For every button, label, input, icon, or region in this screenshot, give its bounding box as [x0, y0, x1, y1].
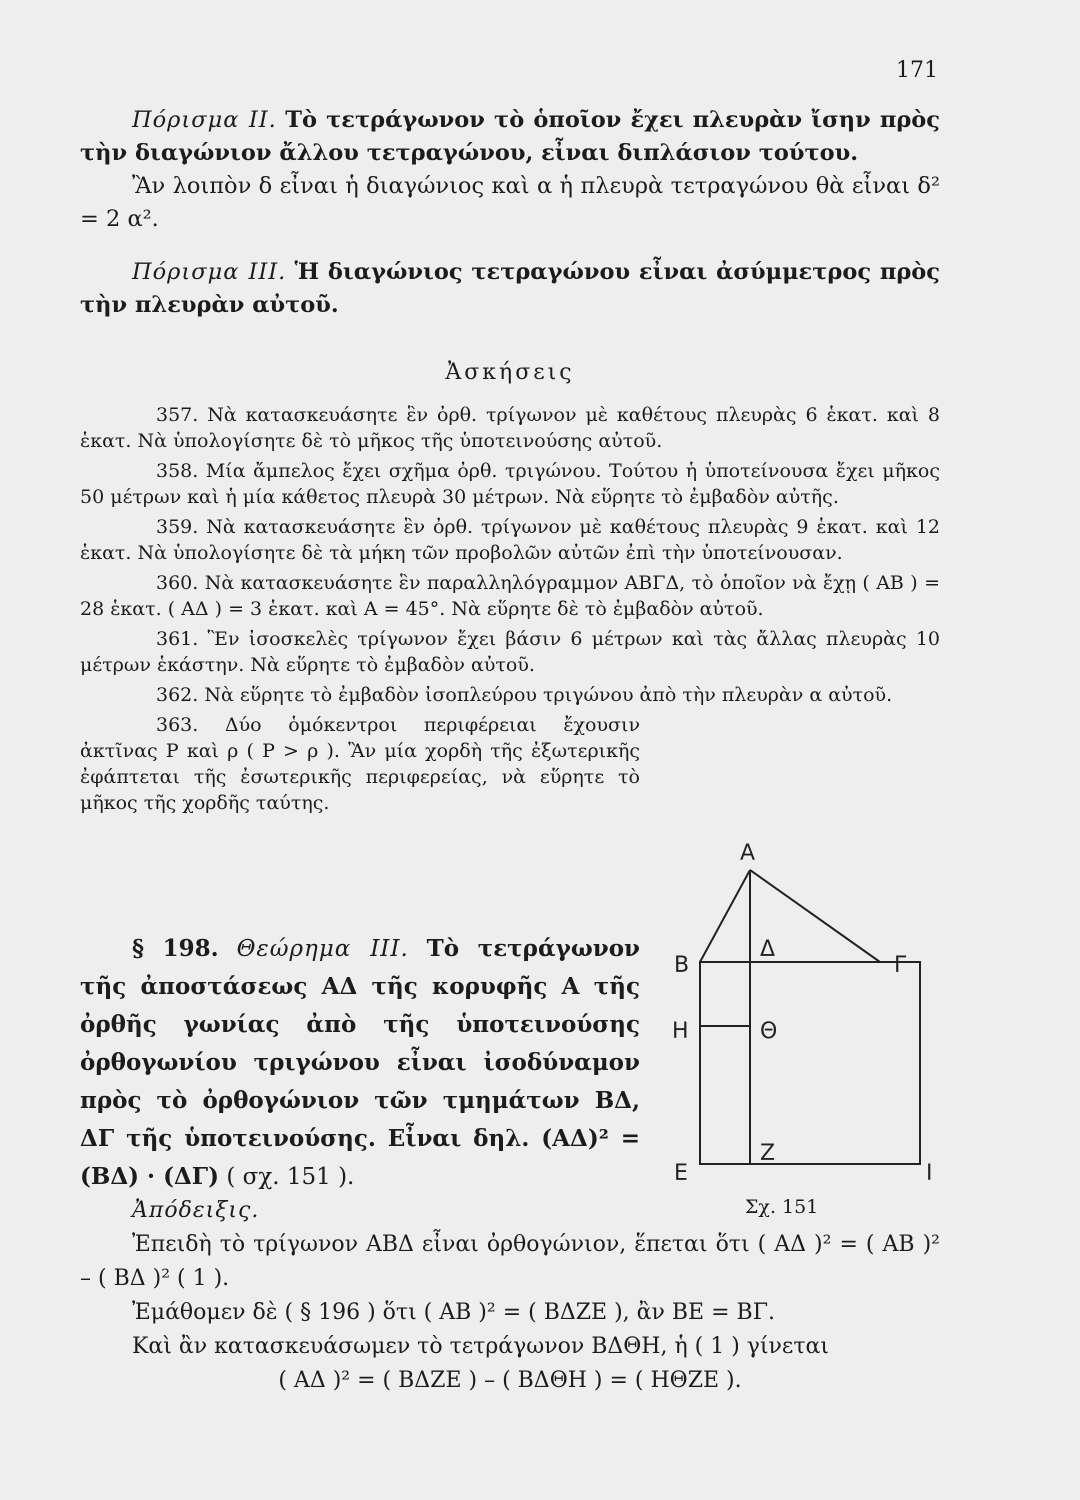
proof-line-1: Ἐπειδὴ τὸ τρίγωνον ΑΒΔ εἶναι ὀρθογώνιον, ἕπεται ὅτι ( ΑΔ )² = ( ΑΒ )² – ( ΒΔ )² ( 1 ). — [80, 1232, 940, 1291]
exercises-list — [80, 402, 940, 820]
porisma-2-text: Ἂν λοιπὸν δ εἶναι ἡ διαγώνιος καὶ α ἡ πλευρὰ τετραγώνου θὰ εἶναι δ² = 2 α². — [80, 173, 940, 232]
label-Z: Ζ — [760, 1141, 776, 1166]
label-E: Ε — [674, 1161, 688, 1186]
proof-label: Ἀπόδειξις. — [132, 1198, 260, 1223]
label-I: Ι — [926, 1161, 933, 1186]
square-BDZE — [700, 962, 920, 1164]
label-D: Δ — [760, 937, 776, 962]
exercise-359: 359. Νὰ κατασκευάσητε ἓν ὀρθ. τρίγωνον μὲ καθέτους πλευρὰς 9 ἑκατ. καὶ 12 ἑκατ. Νὰ ὑπολογίσητε δὲ τὰ μήκη τῶν προβολῶν αὐτῶν ἐπὶ τὴν ὑποτείνουσαν. — [80, 516, 940, 564]
label-TH: Θ — [760, 1019, 778, 1044]
exercise-362: 362. Νὰ εὕρητε τὸ ἐμβαδὸν ἰσοπλεύρου τριγώνου ἀπὸ τὴν πλευρὰν α αὐτοῦ. — [156, 684, 893, 706]
exercise-358: 358. Μία ἄμπελος ἔχει σχῆμα ὀρθ. τριγώνου. Τούτου ἡ ὑποτείνουσα ἔχει μῆκος 50 μέτρων καὶ ἡ μία κάθετος πλευρὰ 30 μέτρων. Νὰ εὕρητε τὸ ἐμβαδὸν αὐτῆς. — [80, 460, 940, 508]
figure-151 — [660, 830, 960, 1230]
exercise-363: 363. Δύο ὁμόκεντροι περιφέρειαι ἔχουσιν ἀκτῖνας Ρ καὶ ρ ( Ρ > ρ ). Ἂν μία χορδὴ τῆς ἐξωτερικῆς ἐφάπτεται τῆς ἐσωτερικῆς περιφερείας, νὰ εὕρητε τὸ μῆκος τῆς χορδῆς ταύτης. — [80, 714, 640, 814]
exercise-360: 360. Νὰ κατασκευάσητε ἓν παραλληλόγραμμον ΑΒΓΔ, τὸ ὁποῖον νὰ ἔχῃ ( ΑΒ ) = 28 ἑκατ. ( ΑΔ ) = 3 ἑκατ. καὶ Α = 45°. Νὰ εὕρητε δὲ τὸ ἐμβαδὸν αὐτοῦ. — [80, 572, 940, 620]
proof-line-3: Καὶ ἂν κατασκευάσωμεν τὸ τετράγωνον ΒΔΘΗ, ἡ ( 1 ) γίνεται — [132, 1334, 829, 1359]
theorem-figure-ref: ( σχ. 151 ). — [226, 1164, 355, 1190]
exercises-title: Ἀσκήσεις — [445, 360, 575, 385]
theorem-section: § 198. — [132, 935, 219, 962]
proof-equation: ( ΑΔ )² = ( ΒΔΖΕ ) – ( ΒΔΘΗ ) = ( ΗΘΖΕ ). — [278, 1368, 742, 1393]
label-B: Β — [674, 953, 690, 978]
label-A: Α — [740, 841, 756, 866]
porisma-2 — [80, 104, 940, 236]
theorem-label: Θεώρημα ΙΙΙ. — [236, 936, 409, 962]
porisma-2-label: Πόρισμα ΙΙ. — [132, 107, 277, 133]
label-G: Γ — [894, 953, 907, 978]
label-H: Η — [672, 1019, 689, 1044]
porisma-3-statement: Ἡ διαγώνιος τετραγώνου εἶναι ἀσύμμετρος πρὸς τὴν πλευρὰν αὐτοῦ. — [80, 259, 940, 318]
porisma-2-statement: Τὸ τετράγωνον τὸ ὁποῖον ἔχει πλευρὰν ἴσην πρὸς τὴν διαγώνιον ἄλλου τετραγώνου, εἶναι διπλάσιον τούτου. — [80, 107, 940, 166]
proof-line-2: Ἐμάθομεν δὲ ( § 196 ) ὅτι ( ΑΒ )² = ( ΒΔΖΕ ), ἂν ΒΕ = ΒΓ. — [132, 1300, 775, 1325]
porisma-3 — [80, 256, 940, 322]
porisma-3-label: Πόρισμα ΙΙΙ. — [132, 259, 287, 285]
segment-AB — [700, 870, 750, 962]
exercise-357: 357. Νὰ κατασκευάσητε ἓν ὀρθ. τρίγωνον μὲ καθέτους πλευρὰς 6 ἑκατ. καὶ 8 ἑκατ. Νὰ ὑπολογίσητε δὲ τὸ μῆκος τῆς ὑποτεινούσης αὐτοῦ. — [80, 404, 940, 452]
exercise-361: 361. Ἓν ἰσοσκελὲς τρίγωνον ἔχει βάσιν 6 μέτρων καὶ τὰς ἄλλας πλευρὰς 10 μέτρων ἑκάστην. Νὰ εὕρητε τὸ ἐμβαδὸν αὐτοῦ. — [80, 628, 940, 676]
figure-caption: Σχ. 151 — [745, 1196, 819, 1218]
theorem-3 — [80, 930, 640, 1196]
theorem-statement: Τὸ τετράγωνον τῆς ἀποστάσεως ΑΔ τῆς κορυφῆς Α τῆς ὀρθῆς γωνίας ἀπὸ τῆς ὑποτεινούσης ὀρθογωνίου τριγώνου εἶναι ἰσοδύναμον πρὸς τὸ ὀρθογώνιον τῶν τμημάτων ΒΔ, ΔΓ τῆς ὑποτεινούσης. Εἶναι δηλ. (ΑΔ)² = (ΒΔ) · (ΔΓ) — [80, 935, 640, 1190]
page-number: 171 — [896, 58, 938, 83]
